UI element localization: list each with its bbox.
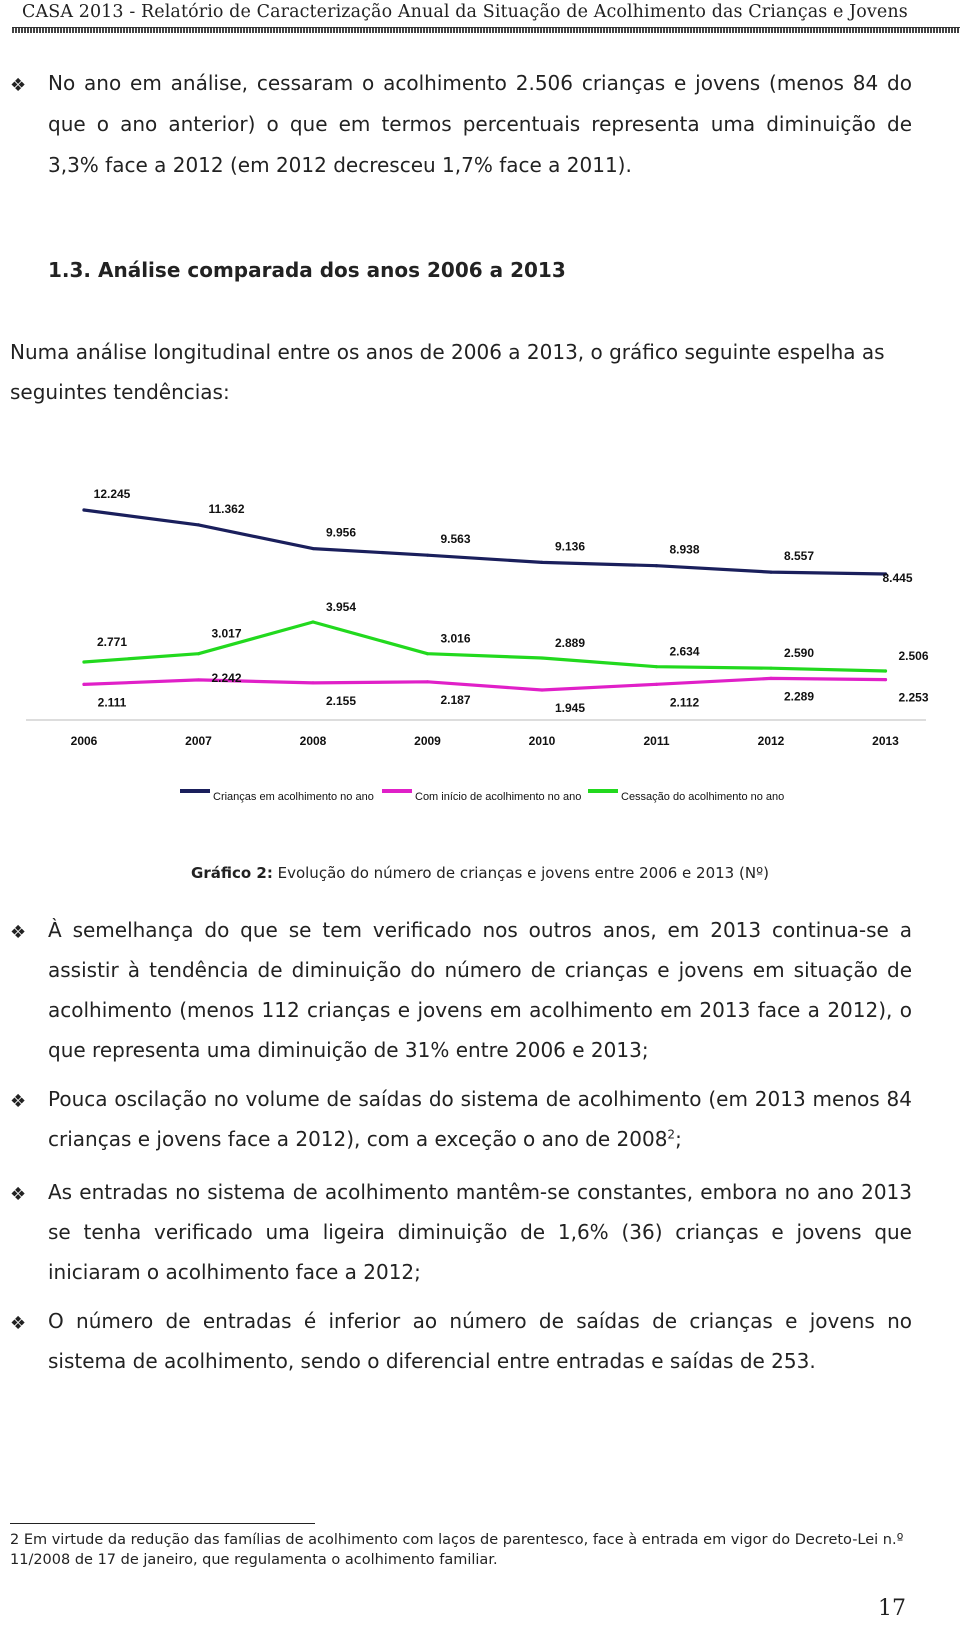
bullet-icon: ❖ [10,1313,27,1334]
data-point [884,678,887,681]
data-point [426,554,429,557]
data-label: 2.506 [898,649,929,664]
bullet-icon: ❖ [10,75,27,96]
data-point [655,665,658,668]
footnote: 2 Em virtude da redução das famílias de acolhimento com laços de parentesco, face à entrada em vigor do Decreto-Lei n.º 11/2008 de 17 de janeiro, que regulamenta o acolhimento familiar. [10,1532,904,1568]
series-line-1 [84,678,886,690]
x-tick-label: 2010 [528,734,556,748]
page-number: 17 [878,1596,906,1621]
data-label: 3.954 [325,600,357,614]
legend-label: Crianças em acolhimento no ano [213,791,374,803]
x-tick-label: 2013 [872,734,899,748]
caption-text: Evolução do número de crianças e jovens entre 2006 e 2013 (Nº) [277,864,769,882]
data-point [197,652,200,655]
chart-svg [0,470,960,830]
data-label: 2.111 [97,695,127,710]
data-label: 2.771 [96,635,128,650]
legend-label: Cessação do acolhimento no ano [621,791,785,803]
series-line-0 [84,510,886,574]
data-point [311,681,314,684]
data-point [540,561,543,564]
bullet-icon: ❖ [10,1091,27,1112]
data-point [884,669,887,672]
section-intro: Numa análise longitudinal entre os anos de 2006 a 2013, o gráfico seguinte espelha as seguintes tendências: [10,340,885,404]
data-point [426,652,429,655]
data-point [769,677,772,680]
top-paragraph: No ano em análise, cessaram o acolhimento 2.506 crianças e jovens (menos 84 do que o ano anterior) o que em termos percentuais representa uma diminuição de 3,3% face a 2012 (em 2012 decresceu 1,7% face a 2011). [48,71,912,177]
data-point [197,523,200,526]
data-label: 3.017 [211,626,242,641]
data-point [426,680,429,683]
data-label: 3.016 [440,631,471,646]
data-label: 9.136 [554,539,586,554]
page-header [12,0,960,34]
series-line-2 [84,622,886,671]
bullet-2-text: Pouca oscilação no volume de saídas do sistema de acolhimento (em 2013 menos 84 crianças e jovens face a 2012), com a exceção o ano de 2008 [48,1087,912,1151]
data-point [82,508,85,511]
data-label: 2.889 [554,636,586,651]
bullet-2-end: ; [675,1127,682,1151]
data-point [197,678,200,681]
data-label: 2.634 [669,644,700,659]
data-label: 12.245 [93,487,131,501]
bullet-paragraph-3: As entradas no sistema de acolhimento mantêm-se constantes, embora no ano 2013 se tenha verificado uma ligeira diminuição de 1,6% (36) crianças e jovens que iniciaram o acolhimento face a 2012; [48,1180,912,1284]
x-tick-label: 2006 [70,734,98,748]
footnote-ref[interactable]: 2 [667,1127,676,1142]
data-point [82,660,85,663]
data-point [655,564,658,567]
data-point [769,667,772,670]
x-tick-label: 2008 [299,734,327,748]
chart-caption [0,864,960,882]
bullet-paragraph-2 [48,1079,912,1159]
x-tick-label: 2012 [757,734,785,748]
data-label: 2.253 [898,690,929,705]
x-tick-label: 2011 [643,734,670,748]
data-label: 8.445 [882,571,913,585]
data-point [311,620,314,623]
data-label: 2.242 [211,670,242,685]
data-point [311,547,314,550]
data-label: 2.187 [440,692,471,707]
section-title: 1.3. Análise comparada dos anos 2006 a 2013 [48,258,566,282]
data-label: 9.563 [440,532,471,547]
data-point [540,656,543,659]
x-tick-label: 2007 [185,734,212,748]
data-label: 8.938 [669,542,700,557]
header-rule [12,27,960,33]
bullet-icon: ❖ [10,922,27,943]
data-label: 1.945 [554,701,586,715]
bullet-paragraph-1: À semelhança do que se tem verificado nos outros anos, em 2013 continua-se a assistir à tendência de diminuição do número de crianças e jovens em situação de acolhimento (menos 112 crianças e jovens em acolhimento em 2013 face a 2012), o que representa uma diminuição de 31% entre 2006 e 2013; [48,918,912,1062]
bullet-paragraph-4: O número de entradas é inferior ao número de saídas de crianças e jovens no sistema de acolhimento, sendo o diferencial entre entradas e saídas de 253. [48,1309,912,1373]
data-point [540,688,543,691]
line-chart [0,470,960,830]
data-label: 2.155 [325,693,357,708]
data-point [769,571,772,574]
x-tick-label: 2009 [414,734,441,748]
legend-label: Com início de acolhimento no ano [415,791,582,803]
footnote-rule [10,1523,315,1524]
data-label: 2.112 [669,695,700,710]
data-label: 8.557 [783,549,815,564]
header-title: CASA 2013 - Relatório de Caracterização Anual da Situação de Acolhimento das Crianças e Jovens [22,2,908,22]
data-label: 9.956 [325,525,357,540]
caption-label: Gráfico 2: [191,864,273,882]
data-label: 2.590 [783,646,815,661]
data-label: 11.362 [208,501,245,516]
data-point [655,683,658,686]
data-point [82,683,85,686]
bullet-icon: ❖ [10,1184,27,1205]
data-label: 2.289 [783,689,815,704]
